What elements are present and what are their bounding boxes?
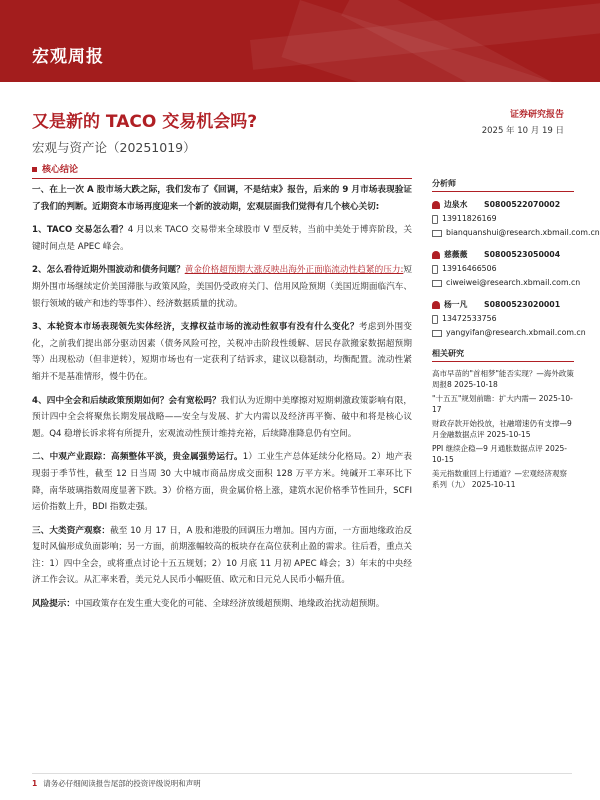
phone-icon: [432, 215, 438, 224]
analyst-card: [432, 298, 586, 340]
related-item[interactable]: PPI 继续企稳—9 月通胀数据点评 2025-10-15: [432, 444, 567, 464]
analyst-card: [432, 198, 600, 240]
phone-icon: [432, 265, 438, 274]
analyst-card: [432, 248, 581, 290]
analyst-license: S0800523020001: [484, 300, 561, 309]
analyst-license: S0800523050004: [484, 250, 561, 259]
mail-icon: [432, 230, 442, 237]
paragraph: [32, 262, 412, 312]
paragraph-bold: 一、在上一次 A 股市场大跌之际，我们发布了《回调，不是结束》报告，后来的 9 月市场表现验证了我们的判断。近期资本市场再度迎来一个新的波动期，宏观层面我们觉得有几个核心关切:: [32, 185, 412, 212]
analyst-name: 边泉水: [444, 200, 468, 209]
analyst-name: 杨一凡: [444, 300, 468, 309]
paragraph-bold: 风险提示：: [32, 599, 75, 610]
report-title: 又是新的 TACO 交易机会吗?: [32, 112, 258, 132]
paragraph-bold: 3、本轮资本市场表现领先实体经济，支撑权益市场的流动性叙事有没有什么变化？: [32, 322, 359, 333]
paragraph-text: 1）工业生产总体延续分化格局。2）地产表现弱于季节性，截至 12 日当周 30 大中城市商品房成交面积 128 万平方米。纯碱开工率环比下降，南华玻璃指数周度显著下跌。3）价格方面，贵金属价格上涨，建筑水泥价格季节性回升，SCFI 运价指数上升，BDI 指数走强。: [32, 452, 412, 513]
analysts-heading: 分析师: [432, 178, 574, 192]
paragraph-bold: 1、TACO 交易怎么看？: [32, 225, 128, 236]
header-banner: [0, 0, 600, 82]
paragraph-text: 截至 10 月 17 日，A 股和港股的回调压力增加。国内方面，一方面地缘政治反复时风偏形成负面影响；另一方面，前期涨幅较高的板块存在高位获利止盈的需求。往后看，重点关注：1）四中全会，或将重点讨论十五五规划；2）10 月底 11 月初 APEC 峰会；3）年末的中央经济工作会议。从汇率来看，美元兑人民币小幅贬值、欧元和日元兑人民币小幅升值。: [32, 525, 412, 586]
related-item[interactable]: 财政存款开始投放，社融增速仍有支撑—9 月金融数据点评 2025-10-15: [432, 419, 572, 439]
footer: [32, 778, 201, 789]
mail-icon: [432, 330, 442, 337]
paragraph-bold: 三、大类资产观察：: [32, 525, 111, 536]
bullet-icon: [32, 167, 37, 172]
paragraph: [32, 319, 412, 385]
report-type: 证券研究报告: [509, 110, 564, 120]
paragraph: [32, 596, 412, 613]
paragraph-text: 4 月以来 TACO 交易带来全球股市 V 型反转，当前中美处于博弈阶段，关键时间点是 APEC 峰会。: [32, 225, 412, 252]
user-icon: [432, 301, 440, 309]
banner-title: 宏观周报: [32, 47, 104, 67]
report-subtitle: 宏观与资产论（20251019）: [32, 140, 196, 155]
user-icon: [432, 251, 440, 259]
related-item[interactable]: "十五五"规划前瞻：扩大内需— 2025-10-17: [432, 394, 573, 414]
related-item[interactable]: 美元指数重回上行通道？—宏观经济观察系列（九） 2025-10-11: [432, 469, 567, 489]
paragraph: [32, 182, 412, 215]
page-number: 1: [32, 779, 38, 788]
section-heading: [32, 162, 412, 179]
report-date: 2025 年 10 月 19 日: [481, 126, 564, 136]
paragraph-highlight: 黄金价格超预期大涨反映出海外正面临流动性趋紧的压力:: [184, 265, 404, 276]
related-item[interactable]: 高市早苗的"首相梦"能否实现？—海外政策周报8 2025-10-18: [432, 369, 574, 389]
footer-divider: [32, 773, 572, 774]
paragraph: [32, 523, 412, 589]
section-label: 核心结论: [42, 165, 79, 175]
main-content: [32, 182, 412, 620]
analyst-email[interactable]: bianquanshui@research.xbmail.com.cn: [446, 228, 600, 237]
phone-icon: [432, 315, 438, 324]
paragraph-bold: 2、怎么看待近期外围波动和债务问题？: [32, 265, 185, 276]
paragraph-text: 考虑到外围变化，之前我们提出部分驱动因素（债务风险可控，关税冲击阶段性缓解、居民存款搬家数据超预期等）出现松动（但非逆转），短期市场也有一定获利了结诉求，建议以稳制动，均衡配置。流动性紧缩并不是基准情形，慢牛仍在。: [32, 322, 412, 382]
paragraph-text: 短期外围市场继续定价美国滞胀与政策风险，美国仍受政府关门、信用风险预期（美国近期面临汽车、银行领域的破产和违约等事件）、经济数据质量的扰动。: [32, 265, 412, 309]
analyst-phone: 13916466506: [442, 264, 497, 273]
paragraph-bold: 4、四中全会和后续政策预期如何？会有宽松吗？: [32, 395, 221, 406]
mail-icon: [432, 280, 442, 287]
paragraph-text: 中国政策存在发生重大变化的可能、全球经济放缓超预期、地缘政治扰动超预期。: [74, 599, 385, 610]
paragraph-text: 我们认为近期中美摩擦对短期刺激政策影响有限，预计四中全会将聚焦长期发展战略——安全与发展、扩大内需以及经济再平衡、破中和将是核心议题。Q4 稳增长诉求将有所提升，宏观流动性预计维持充裕，后续降准降息仍有空间。: [32, 395, 412, 439]
paragraph: [32, 449, 412, 515]
analyst-email[interactable]: yangyifan@research.xbmail.com.cn: [446, 328, 586, 337]
analyst-license: S0800522070002: [484, 200, 561, 209]
sidebar: [432, 178, 600, 493]
analyst-phone: 13911826169: [442, 214, 497, 223]
paragraph: [32, 393, 412, 443]
analyst-email[interactable]: ciweiwei@research.xbmail.com.cn: [446, 278, 581, 287]
paragraph: [32, 222, 412, 255]
footer-disclaimer: 请务必仔细阅读报告尾部的投资评级说明和声明: [43, 779, 201, 788]
analyst-name: 慈薇薇: [444, 250, 468, 259]
paragraph-bold: 二、中观产业跟踪：高频整体平淡，贵金属强势运行。: [32, 452, 243, 463]
analyst-phone: 13472533756: [442, 314, 497, 323]
related-research: [432, 348, 574, 490]
user-icon: [432, 201, 440, 209]
related-heading: 相关研究: [432, 348, 574, 362]
